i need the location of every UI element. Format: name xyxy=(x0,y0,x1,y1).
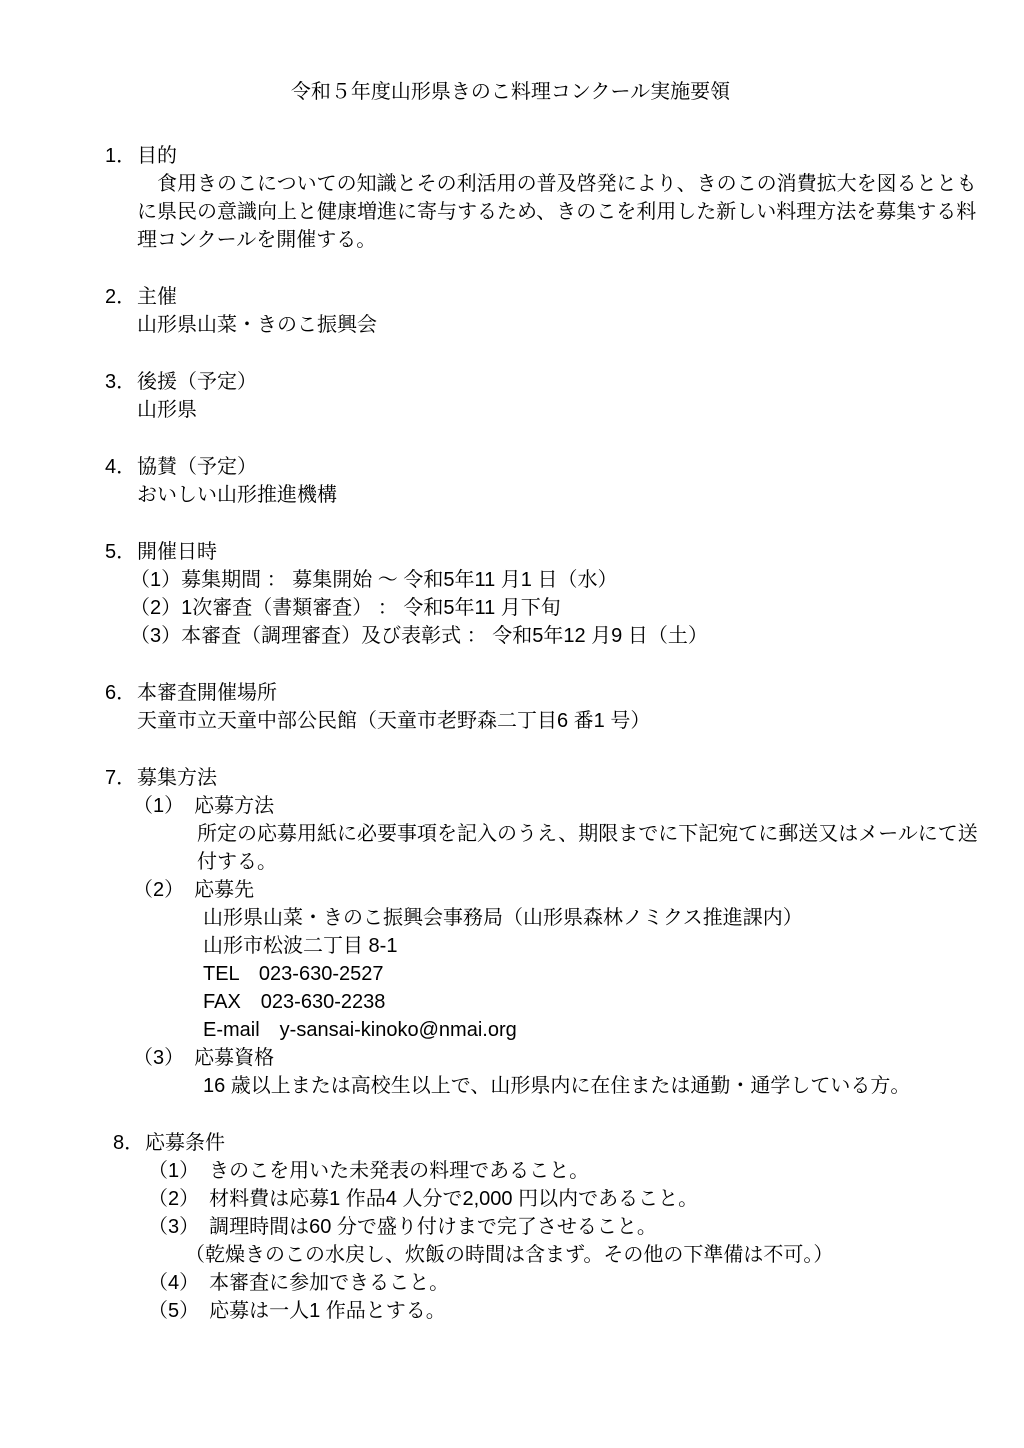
eligibility-line: 16 歳以上または高校生以上で、山形県内に在住または通勤・通学している方。 xyxy=(203,1075,911,1097)
sponsor-name: おいしい山形推進機構 xyxy=(137,484,337,506)
condition-item: （5） 応募は一人1 作品とする。 xyxy=(148,1300,446,1322)
section-6-number: 6． xyxy=(105,682,137,704)
section-7-heading xyxy=(105,764,964,792)
purpose-paragraph-line: 理コンクールを開催する。 xyxy=(137,229,377,251)
section-7-heading-text: 募集方法 xyxy=(137,767,217,789)
section-4-number: 4． xyxy=(105,456,137,478)
section-4-heading-text: 協賛（予定） xyxy=(137,456,257,478)
section-7-application xyxy=(105,764,978,1100)
application-method-line: 所定の応募用紙に必要事項を記入のうえ、期限までに下記宛てに郵送又はメールにて送 xyxy=(197,823,978,845)
section-3-heading-text: 後援（予定） xyxy=(137,371,257,393)
section-1-purpose xyxy=(105,142,977,254)
section-2-number: 2． xyxy=(105,286,137,308)
condition-item: （2） 材料費は応募1 作品4 人分で2,000 円以内であること。 xyxy=(148,1188,699,1210)
section-5-heading xyxy=(105,538,964,566)
destination-tel-line: TEL 023-630-2527 xyxy=(203,963,384,985)
section-1-number: 1． xyxy=(105,145,137,167)
schedule-item: （3）本審査（調理審査）及び表彰式 ： 令和5年12 月9 日（土） xyxy=(130,625,708,647)
section-8-heading xyxy=(113,1129,964,1157)
section-1-heading-text: 目的 xyxy=(137,145,177,167)
destination-email-line: E-mail y-sansai-kinoko@nmai.org xyxy=(203,1019,517,1041)
destination-address-line: 山形市松波二丁目 8-1 xyxy=(203,935,398,957)
section-1-heading xyxy=(105,142,964,170)
section-2-organizer xyxy=(105,283,964,339)
section-7-number: 7． xyxy=(105,767,137,789)
section-4-heading xyxy=(105,453,964,481)
condition-item: （3） 調理時間は60 分で盛り付けまで完了させること。 xyxy=(148,1216,657,1238)
eligibility-label: （3） 応募資格 xyxy=(133,1047,275,1069)
section-8-conditions xyxy=(105,1129,964,1325)
application-method-label: （1） 応募方法 xyxy=(133,795,275,817)
condition-item: （4） 本審査に参加できること。 xyxy=(148,1272,450,1294)
venue-address: 天童市立天童中部公民館（天童市老野森二丁目6 番1 号） xyxy=(137,710,651,732)
section-8-number: 8． xyxy=(113,1132,145,1154)
section-6-heading-text: 本審査開催場所 xyxy=(137,682,277,704)
purpose-paragraph-line: 食用きのこについての知識とその利活用の普及啓発により、きのこの消費拡大を図るととも xyxy=(157,173,977,195)
organizer-name: 山形県山菜・きのこ振興会 xyxy=(137,314,377,336)
application-method-line: 付する。 xyxy=(197,851,277,873)
destination-fax-line: FAX 023-630-2238 xyxy=(203,991,386,1013)
section-8-heading-text: 応募条件 xyxy=(145,1132,225,1154)
section-6-heading xyxy=(105,679,964,707)
document-title: 令和５年度山形県きのこ料理コンクール実施要領 xyxy=(290,81,731,103)
section-6-venue xyxy=(105,679,964,735)
section-3-number: 3． xyxy=(105,371,137,393)
section-2-heading xyxy=(105,283,964,311)
section-5-schedule xyxy=(105,538,964,650)
section-5-heading-text: 開催日時 xyxy=(137,541,217,563)
schedule-item: （2）1次審査（書類審査） ： 令和5年11 月下旬 xyxy=(130,597,561,619)
schedule-item: （1）募集期間 ： 募集開始 ～ 令和5年11 月1 日（水） xyxy=(130,569,618,591)
section-2-heading-text: 主催 xyxy=(137,286,177,308)
destination-office-line: 山形県山菜・きのこ振興会事務局（山形県森林ノミクス推進課内） xyxy=(203,907,803,929)
support-name: 山形県 xyxy=(137,399,197,421)
condition-note: （乾燥きのこの水戻し、炊飯の時間は含まず。その他の下準備は不可。） xyxy=(185,1244,834,1266)
section-5-number: 5． xyxy=(105,541,137,563)
section-3-support xyxy=(105,368,964,424)
section-4-sponsor xyxy=(105,453,964,509)
purpose-paragraph-line: に県民の意識向上と健康増進に寄与するため、きのこを利用した新しい料理方法を募集する料 xyxy=(137,201,977,223)
section-3-heading xyxy=(105,368,964,396)
condition-item: （1） きのこを用いた未発表の料理であること。 xyxy=(148,1160,590,1182)
application-destination-label: （2） 応募先 xyxy=(133,879,255,901)
